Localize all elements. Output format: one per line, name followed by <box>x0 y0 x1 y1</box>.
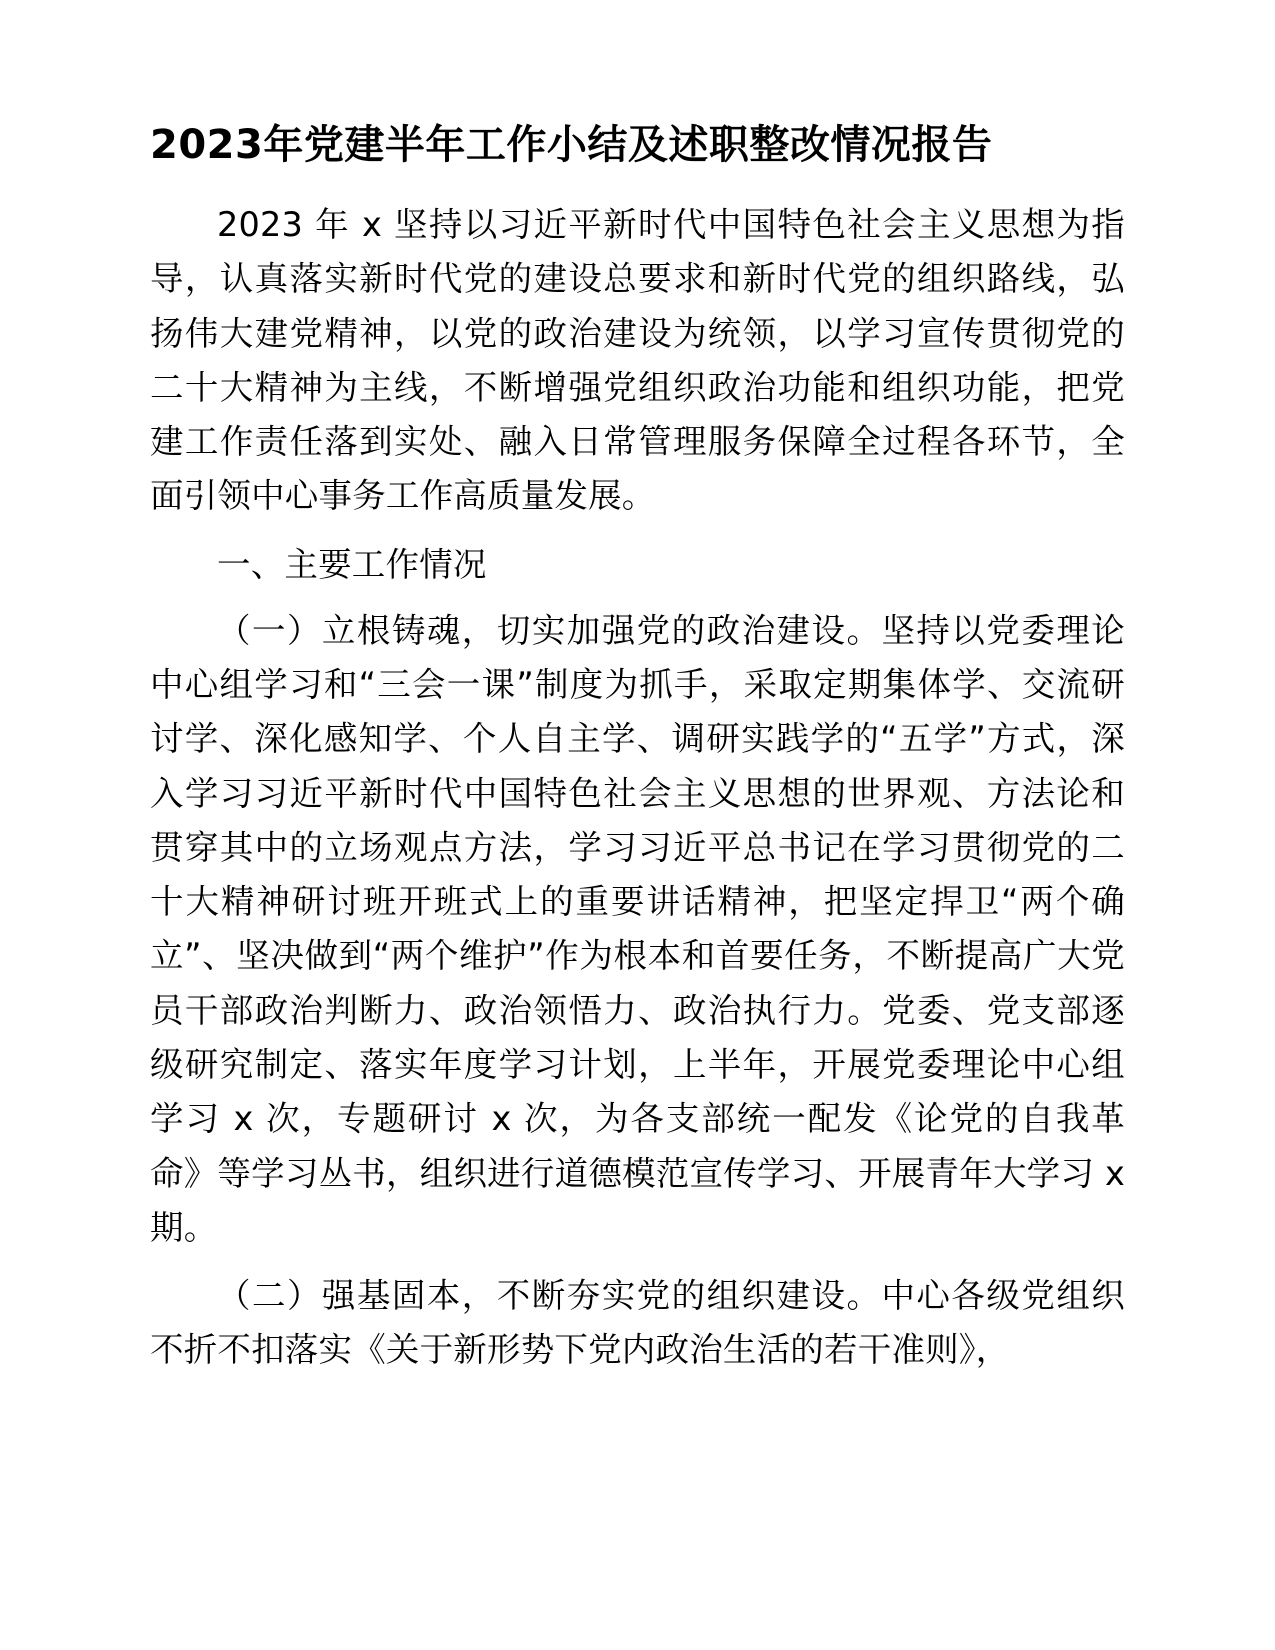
paragraph-subsection-two: （二）强基固本，不断夯实党的组织建设。中心各级党组织不折不扣落实《关于新形势下党内政治生活的若干准则》， <box>150 1276 1125 1370</box>
paragraph-intro: 2023 年 x 坚持以习近平新时代中国特色社会主义思想为指导，认真落实新时代党的建设总要求和新时代党的组织路线，弘扬伟大建党精神，以党的政治建设为统领，以学习宣传贯彻党的二十大精神为主线，不断增强党组织政治功能和组织功能，把党建工作责任落到实处、融入日常管理服务保障全过程各环节，全面引领中心事务工作高质量发展。 <box>150 205 1125 516</box>
section-heading-one: 一、主要工作情况 <box>217 544 487 584</box>
page-title: 2023年党建半年工作小结及述职整改情况报告 <box>150 122 993 168</box>
paragraph-subsection-one: （一）立根铸魂，切实加强党的政治建设。坚持以党委理论中心组学习和“三会一课”制度为抓手，采取定期集体学、交流研讨学、深化感知学、个人自主学、调研实践学的“五学”方式，深入学习习近平新时代中国特色社会主义思想的世界观、方法论和贯穿其中的立场观点方法，学习习近平总书记在学习贯彻党的二十大精神研讨班开班式上的重要讲话精神，把坚定捍卫“两个确立”、坚决做到“两个维护”作为根本和首要任务，不断提高广大党员干部政治判断力、政治领悟力、政治执行力。党委、党支部逐级研究制定、落实年度学习计划，上半年，开展党委理论中心组学习 x 次，专题研讨 x 次，为各支部统一配发《论党的自我革命》等学习丛书，组织进行道德模范宣传学习、开展青年大学习 x 期。 <box>150 610 1125 1247</box>
